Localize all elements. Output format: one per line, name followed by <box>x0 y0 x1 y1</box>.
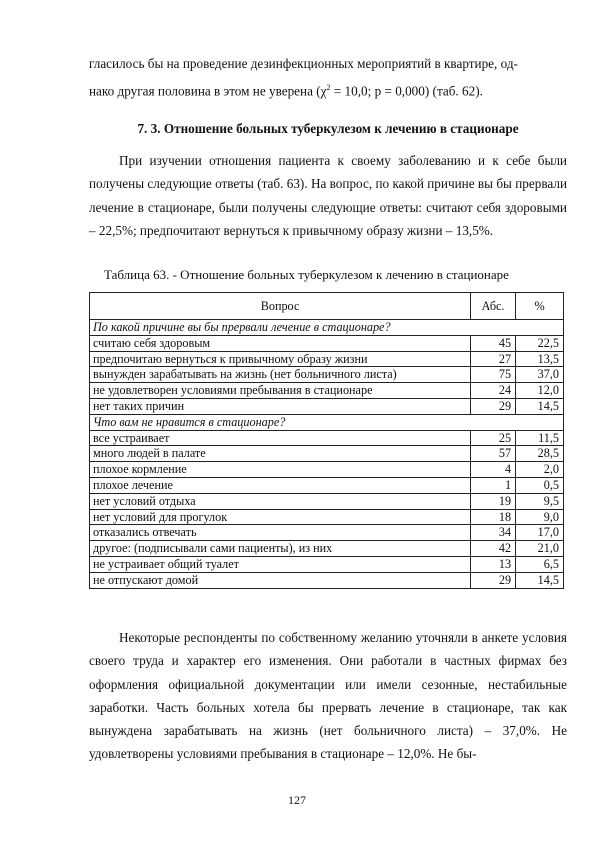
table-row <box>90 541 564 557</box>
table-group-row <box>90 320 564 336</box>
row-label: не отпускают домой <box>90 572 471 588</box>
row-pct: 0,5 <box>516 477 564 493</box>
row-pct: 14,5 <box>516 398 564 414</box>
row-label: нет таких причин <box>90 398 471 414</box>
row-pct: 28,5 <box>516 446 564 462</box>
row-label: нет условий для прогулок <box>90 509 471 525</box>
table-row <box>90 572 564 588</box>
table-row <box>90 446 564 462</box>
row-pct: 22,5 <box>516 335 564 351</box>
chi-square-superscript: 2 <box>326 83 331 92</box>
intro-line-2-post: = 10,0; p = 0,000) (таб. 62). <box>330 83 483 99</box>
row-label: предпочитаю вернуться к привычному образу жизни <box>90 351 471 367</box>
row-label: все устраивает <box>90 430 471 446</box>
row-abs: 13 <box>471 556 516 572</box>
row-abs: 42 <box>471 541 516 557</box>
table-row <box>90 367 564 383</box>
section-paragraph: При изучении отношения пациента к своему заболеванию и к себе были получены следующие ответы (таб. 63). На вопрос, по какой причине вы бы прервали лечение в стационаре, были получены следующие ответы: считают себя здоровыми – 22,5%; предпочитают вернуться к привычному образу жизни – 13,5%. <box>89 153 567 238</box>
row-abs: 27 <box>471 351 516 367</box>
intro-line-1 <box>89 52 567 75</box>
table-row <box>90 556 564 572</box>
row-pct: 9,0 <box>516 509 564 525</box>
row-abs: 4 <box>471 462 516 478</box>
row-pct: 17,0 <box>516 525 564 541</box>
row-abs: 75 <box>471 367 516 383</box>
table-row <box>90 430 564 446</box>
row-abs: 45 <box>471 335 516 351</box>
table-header-row <box>90 293 564 320</box>
row-label: вынужден зарабатывать на жизнь (нет больничного листа) <box>90 367 471 383</box>
table-row <box>90 335 564 351</box>
table-row <box>90 383 564 399</box>
table-caption: Таблица 63. - Отношение больных туберкулезом к лечению в стационаре <box>104 267 509 282</box>
header-pct: % <box>516 293 564 320</box>
row-abs: 24 <box>471 383 516 399</box>
row-abs: 1 <box>471 477 516 493</box>
row-pct: 11,5 <box>516 430 564 446</box>
row-label: нет условий отдыха <box>90 493 471 509</box>
row-pct: 6,5 <box>516 556 564 572</box>
group-title: По какой причине вы бы прервали лечение в стационаре? <box>90 320 564 336</box>
section-heading: 7. 3. Отношение больных туберкулезом к лечению в стационаре <box>137 121 519 136</box>
row-label: много людей в палате <box>90 446 471 462</box>
intro-line-1-text: гласилось бы на проведение дезинфекционных мероприятий в квартире, од- <box>89 56 518 71</box>
intro-line-2-pre: нако другая половина в этом не уверена (χ <box>89 83 327 99</box>
table-row <box>90 462 564 478</box>
row-label: считаю себя здоровым <box>90 335 471 351</box>
row-pct: 12,0 <box>516 383 564 399</box>
row-label: не удовлетворен условиями пребывания в стационаре <box>90 383 471 399</box>
row-pct: 13,5 <box>516 351 564 367</box>
row-label: другое: (подписывали сами пациенты), из них <box>90 541 471 557</box>
row-label: плохое кормление <box>90 462 471 478</box>
header-abs: Абс. <box>471 293 516 320</box>
table-row <box>90 398 564 414</box>
page-number: 127 <box>288 793 306 807</box>
table-row <box>90 351 564 367</box>
row-abs: 34 <box>471 525 516 541</box>
header-question: Вопрос <box>90 293 471 320</box>
table-row <box>90 525 564 541</box>
row-label: не устраивает общий туалет <box>90 556 471 572</box>
group-title: Что вам не нравится в стационаре? <box>90 414 564 430</box>
intro-line-2 <box>89 76 567 103</box>
table-row <box>90 477 564 493</box>
attitude-table <box>89 292 564 589</box>
table-row <box>90 509 564 525</box>
row-abs: 19 <box>471 493 516 509</box>
row-pct: 21,0 <box>516 541 564 557</box>
row-abs: 18 <box>471 509 516 525</box>
closing-paragraph: Некоторые респонденты по собственному желанию уточняли в анкете условия своего труда и характер его изменения. Они работали в частных фирмах без оформления официальной документации или имели сезонные, нестабильные заработки. Часть больных хотела бы прервать лечение в стационаре, так как вынуждена зарабатывать на жизнь (нет больничного листа) – 37,0%. Не удовлетворены условиями пребывания в стационаре – 12,0%. Не бы- <box>89 630 567 762</box>
row-pct: 37,0 <box>516 367 564 383</box>
row-abs: 25 <box>471 430 516 446</box>
table-row <box>90 493 564 509</box>
row-label: плохое лечение <box>90 477 471 493</box>
row-abs: 29 <box>471 572 516 588</box>
row-abs: 29 <box>471 398 516 414</box>
row-label: отказались отвечать <box>90 525 471 541</box>
row-pct: 2,0 <box>516 462 564 478</box>
row-pct: 14,5 <box>516 572 564 588</box>
row-abs: 57 <box>471 446 516 462</box>
table-group-row <box>90 414 564 430</box>
row-pct: 9,5 <box>516 493 564 509</box>
